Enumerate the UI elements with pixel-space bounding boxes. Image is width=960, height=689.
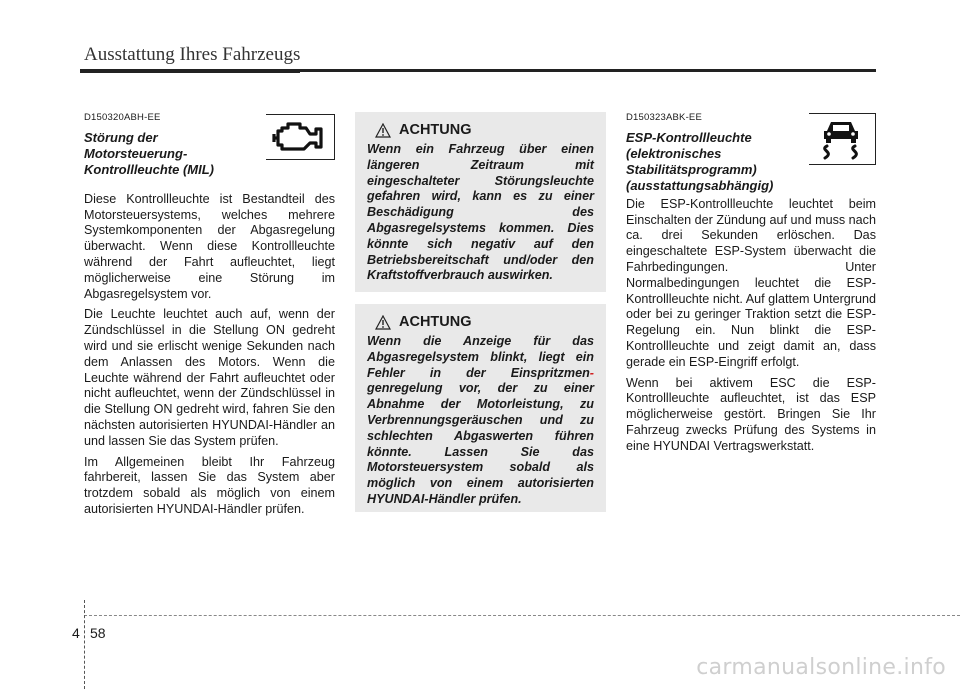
hyphen-mark: - [589,365,594,380]
paragraph: Diese Kontrollleuchte ist Bestandteil des Motorsteuersystems, welches mehrere Systemkomponenten der Abgasregelung überwacht. Wenn diese Kontrollleuchte während der Fahrt aufleuchtet, liegt möglicherweise eine Störung im Abgasregelsystem vor. [84,191,335,301]
header-rule-accent [80,69,300,73]
footer-divider [84,600,85,689]
page-header-title: Ausstattung Ihres Fahrzeugs [84,44,301,65]
warning-text: Wenn ein Fahrzeug über einen längeren Zeitraum mit eingeschalteter Störungsleuchte gefahren wird, kann es zu einer Beschädigung des Abgasregelsystems kommen. Dies könnte sich negativ auf den Betriebsbereitschaft und/oder den Kraftstoffverbrauch auswirken. [367,142,594,283]
warning-triangle-icon [375,123,391,138]
section-heading [626,130,786,194]
paragraph: Wenn bei aktivem ESC die ESP-Kontrollleuchte aufleuchtet, ist das ESP möglicherweise gestört. Bringen Sie Ihr Fahrzeug zwecks Prüfung des Systems in eine HYUNDAI Vertragswerkstatt. [626,375,876,453]
esp-skid-car-icon [809,114,875,164]
page-number: 58 [90,625,106,641]
watermark: carmanualsonline.info [696,655,946,680]
warning-title-text: ACHTUNG [399,314,472,330]
engine-check-icon-box [266,114,335,160]
heading-line: Stabilitätsprogramm) [626,161,757,177]
section-code: D150323ABK-EE [626,112,703,123]
paragraph: Die ESP-Kontrollleuchte leuchtet beim Einschalten der Zündung auf und muss nach ca. drei Sekunden erlöschen. Das eingeschaltete ESP-System überwacht die Fahrbedingungen. Unter Normalbedingungen leuchtet die ESP-Kontrollleuchte nicht. Auf glattem Untergrund oder bei zu geringer Traktion setzt die ESP-Regelung ein. Nun blinkt die ESP-Kontrollleuchte und zeigt damit an, dass gerade ein ESP-Eingriff erfolgt. [626,196,876,369]
section-number: 4 [72,625,80,641]
warning-text-part: Wenn die Anzeige für das Abgasregelsystem blinkt, liegt ein Fehler in der Einspritzmen [367,334,594,380]
heading-line: Kontrollleuchte (MIL) [84,161,214,177]
paragraph: Im Allgemeinen bleibt Ihr Fahrzeug fahrbereit, lassen Sie das System aber trotzdem sobald als möglich von einem autorisierten HYUNDAI-Händler prüfen. [84,454,335,516]
engine-check-icon [266,115,334,159]
heading-line: Motorsteuerung- [84,145,188,161]
heading-line: ESP-Kontrollleuchte [626,129,752,145]
warning-title-text: ACHTUNG [399,122,472,138]
esp-icon-box [809,113,876,165]
footer-rule [84,615,960,616]
warning-title [375,314,594,330]
heading-line: (elektronisches [626,145,722,161]
warning-triangle-icon [375,315,391,330]
warning-text [367,334,594,508]
warning-box [355,304,606,512]
heading-line: (ausstattungsabhängig) [626,177,774,193]
warning-title [375,122,594,138]
left-column [84,110,335,523]
warning-text-part: genregelung vor, der zu einer Abnahme der Motorleistung, zu Verbrennungsgeräuschen und zu schlechten Abgaswerten führen könnte. Lassen Sie das Motorsteuersystem sobald als möglich von einem autorisierten HYUNDAI-Händler prüfen. [367,381,594,506]
warning-box [355,112,606,292]
paragraph: Die Leuchte leuchtet auch auf, wenn der Zündschlüssel in die Stellung ON gedreht wird und sie erlischt wenige Sekunden nach dem Anlassen des Motors. Wenn die Leuchte während der Fahrt aufleuchtet oder nicht aufleuchtet, wenn der Zündschlüssel in die Stellung ON gedreht wird, fahren Sie den nächsten autorisierten HYUNDAI-Händler an und lassen Sie das System prüfen. [84,307,335,448]
heading-line: Störung der [84,129,158,145]
section-code: D150320ABH-EE [84,112,161,123]
